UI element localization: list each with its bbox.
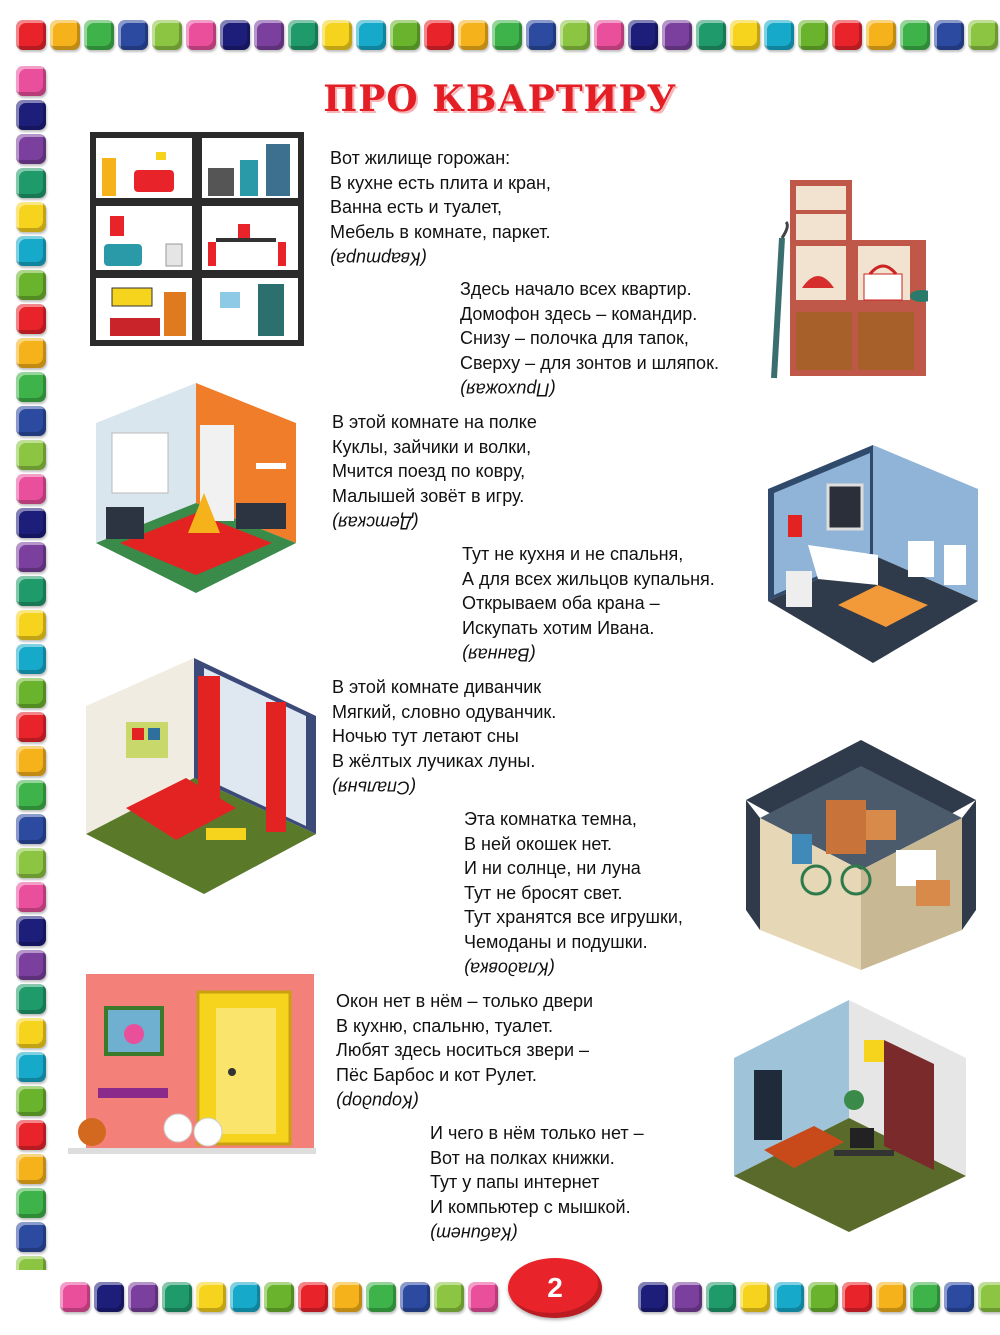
bathroom-illustration [768, 445, 978, 667]
border-tile [16, 372, 46, 402]
border-tile [16, 1120, 46, 1150]
border-tile [16, 984, 46, 1014]
border-tile [16, 1086, 46, 1116]
poem-line: Открываем оба крана – [462, 593, 660, 613]
border-tile [356, 20, 386, 50]
border-tile [774, 1282, 804, 1312]
border-tile [638, 1282, 668, 1312]
border-tile [288, 20, 318, 50]
border-tile [16, 950, 46, 980]
poem-line: Мебель в комнате, паркет. [330, 221, 551, 242]
border-tile [16, 508, 46, 538]
poem-answer: (Ванная) [462, 644, 536, 665]
border-tile [220, 20, 250, 50]
border-tile [16, 576, 46, 606]
border-tile [866, 20, 896, 50]
border-tile [662, 20, 692, 50]
border-tile [16, 440, 46, 470]
border-tile [628, 20, 658, 50]
border-tile [322, 20, 352, 50]
border-tile [16, 780, 46, 810]
border-tile [16, 304, 46, 334]
poem-4 [462, 542, 715, 667]
border-tile [730, 20, 760, 50]
border-tile [16, 1052, 46, 1082]
poem-line: Тут не бросят свет. [464, 882, 623, 903]
poem-line: Вот на полках книжки. [430, 1147, 615, 1168]
border-tile [594, 20, 624, 50]
hallway-illustration [768, 178, 928, 383]
border-tile [16, 916, 46, 946]
border-tile [128, 1282, 158, 1312]
poem-7 [336, 989, 593, 1114]
poem-answer: (Прихожая) [460, 379, 556, 400]
border-tile [118, 20, 148, 50]
poem-line: Сверху – для зонтов и шляпок. [460, 352, 719, 373]
poem-8 [430, 1121, 644, 1246]
left-tile-border [10, 60, 56, 1270]
border-tile [230, 1282, 260, 1312]
poem-line: Мчится поезд по ковру, [332, 461, 526, 481]
poem-6 [464, 807, 683, 981]
border-tile [16, 1256, 46, 1270]
poem-line: В этой комнате диванчик [332, 677, 542, 697]
border-tile [764, 20, 794, 50]
border-tile [16, 814, 46, 844]
border-tile [400, 1282, 430, 1312]
poem-3 [332, 410, 537, 535]
page-number-badge: 2 [508, 1258, 602, 1318]
poem-line: И чего в нём только нет – [430, 1123, 644, 1143]
poem-line: Чемоданы и подушки. [464, 931, 648, 952]
border-tile [944, 1282, 974, 1312]
border-tile [876, 1282, 906, 1312]
poem-answer: (Коридор) [336, 1091, 419, 1112]
poem-line: Эта комнатка темна, [464, 809, 637, 829]
poem-answer: (Кладовка) [464, 958, 555, 979]
poem-line: Ванна есть и туалет, [330, 197, 503, 217]
border-tile [16, 1188, 46, 1218]
poem-line: Здесь начало всех квартир. [460, 279, 692, 299]
border-tile [264, 1282, 294, 1312]
border-tile [16, 474, 46, 504]
poem-answer: (Детская) [332, 512, 419, 533]
corridor-illustration [68, 968, 316, 1158]
page-title: ПРО КВАРТИРУ [323, 78, 677, 120]
border-tile [910, 1282, 940, 1312]
border-tile [298, 1282, 328, 1312]
border-tile [798, 20, 828, 50]
border-tile [16, 678, 46, 708]
poem-answer: (Спальня) [332, 777, 416, 798]
top-tile-border [0, 6, 1000, 62]
border-tile [50, 20, 80, 50]
storage-room-illustration [746, 740, 980, 972]
poem-line: Искупать хотим Ивана. [462, 617, 655, 638]
poem-5 [332, 675, 556, 800]
border-tile [254, 20, 284, 50]
border-tile [424, 20, 454, 50]
border-tile [740, 1282, 770, 1312]
childrens-room-illustration [96, 383, 300, 603]
border-tile [16, 1222, 46, 1252]
border-tile [696, 20, 726, 50]
poem-line: В ней окошек нет. [464, 833, 613, 854]
border-tile [186, 20, 216, 50]
border-tile [968, 20, 998, 50]
poem-line: Любят здесь носиться звери – [336, 1040, 590, 1060]
poem-line: Мягкий, словно одуванчик. [332, 701, 557, 722]
poem-1 [330, 146, 551, 271]
poem-line: Ночью тут летают сны [332, 726, 519, 746]
poem-line: А для всех жильцов купальня. [462, 568, 715, 589]
poem-answer: (Квартира) [330, 248, 427, 269]
border-tile [978, 1282, 1000, 1312]
border-tile [196, 1282, 226, 1312]
poem-line: Пёс Барбос и кот Рулет. [336, 1064, 537, 1085]
border-tile [16, 270, 46, 300]
poem-line: Куклы, зайчики и волки, [332, 436, 532, 457]
border-tile [16, 882, 46, 912]
apartment-illustration [90, 132, 304, 346]
border-tile [808, 1282, 838, 1312]
poem-answer: (Кабинет) [430, 1223, 518, 1244]
border-tile [16, 542, 46, 572]
border-tile [16, 644, 46, 674]
border-tile [152, 20, 182, 50]
border-tile [16, 848, 46, 878]
border-tile [468, 1282, 498, 1312]
border-tile [492, 20, 522, 50]
border-tile [900, 20, 930, 50]
border-tile [16, 338, 46, 368]
border-tile [84, 20, 114, 50]
border-tile [332, 1282, 362, 1312]
border-tile [16, 134, 46, 164]
border-tile [16, 168, 46, 198]
border-tile [16, 1154, 46, 1184]
poem-line: Малышей зовёт в игру. [332, 485, 525, 506]
poem-line: Окон нет в нём – только двери [336, 991, 594, 1011]
border-tile [706, 1282, 736, 1312]
border-tile [832, 20, 862, 50]
border-tile [60, 1282, 90, 1312]
study-room-illustration [734, 1000, 968, 1232]
border-tile [94, 1282, 124, 1312]
border-tile [16, 610, 46, 640]
border-tile [458, 20, 488, 50]
poem-line: В кухне есть плита и кран, [330, 172, 551, 193]
poem-line: Тут у папы интернет [430, 1172, 600, 1192]
poem-line: Тут не кухня и не спальня, [462, 544, 684, 564]
border-tile [672, 1282, 702, 1312]
border-tile [934, 20, 964, 50]
poem-line: В жёлтых лучиках луны. [332, 750, 536, 771]
border-tile [16, 236, 46, 266]
bottom-tile-border [0, 1270, 1000, 1326]
border-tile [390, 20, 420, 50]
poem-line: Тут хранятся все игрушки, [464, 907, 683, 927]
border-tile [16, 712, 46, 742]
border-tile [16, 746, 46, 776]
border-tile [16, 406, 46, 436]
border-tile [366, 1282, 396, 1312]
poem-2 [460, 277, 719, 402]
poem-line: В этой комнате на полке [332, 412, 537, 432]
poem-line: Вот жилище горожан: [330, 148, 511, 168]
poem-line: Снизу – полочка для тапок, [460, 328, 689, 348]
border-tile [162, 1282, 192, 1312]
border-tile [560, 20, 590, 50]
border-tile [842, 1282, 872, 1312]
border-tile [526, 20, 556, 50]
poem-line: И компьютер с мышкой. [430, 1196, 631, 1217]
bedroom-illustration [86, 658, 318, 896]
border-tile [16, 202, 46, 232]
border-tile [434, 1282, 464, 1312]
border-tile [16, 1018, 46, 1048]
poem-line: Домофон здесь – командир. [460, 303, 698, 324]
border-tile [16, 20, 46, 50]
poem-line: И ни солнце, ни луна [464, 858, 641, 878]
poem-line: В кухню, спальню, туалет. [336, 1015, 554, 1036]
